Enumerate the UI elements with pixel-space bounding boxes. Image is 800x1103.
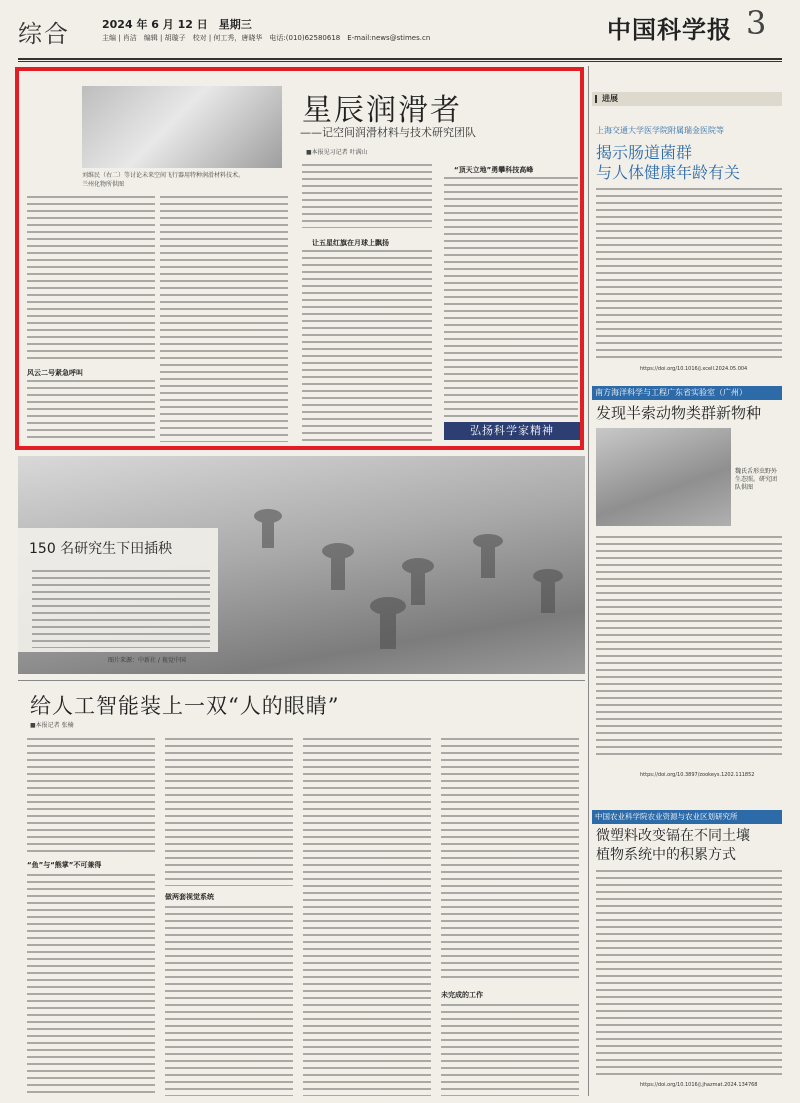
feature-subhead-1: 风云二号紧急呼叫 [27,369,83,377]
section-rule [18,680,585,681]
item1-title-line2: 与人体健康年龄有关 [596,163,741,182]
item2-doi: https://doi.org/10.3897/zookeys.1202.111852 [640,772,755,778]
ai-col-2b [165,906,293,1096]
item1-doi: https://doi.org/10.1016/j.xcell.2024.05.004 [640,366,748,372]
item3-title-line2: 植物系统中的积累方式 [596,847,736,863]
harvest-title: 150 名研究生下田插秧 [29,541,173,557]
item1-title [596,143,740,183]
feature-col-3a [302,164,432,228]
feature-subhead-2: 让五星红旗在月球上飘扬 [312,239,389,247]
progress-tag: 进展 [592,92,782,106]
item3-doi: https://doi.org/10.1016/j.jhazmat.2024.134768 [640,1082,758,1088]
harvest-caption-body [32,570,210,648]
ai-col-1a [27,738,155,854]
ai-subhead-3: 未完成的工作 [441,991,483,999]
ai-article-byline: ■本报记者 张楠 [30,722,74,729]
item1-source: 上海交通大学医学院附属瑞金医院等 [596,126,724,135]
item2-body [596,536,782,758]
item3-source: 中国农业科学院农业资源与农业区划研究所 [592,810,782,824]
ai-subhead-1: “鱼”与“熊掌”不可兼得 [27,861,102,869]
page-number: 3 [746,4,767,42]
header-rule-thin [18,61,782,62]
feature-col-4 [444,177,578,417]
issue-date: 2024 年 6 月 12 日 星期三 [102,18,252,31]
feature-subhead-3: “顶天立地”勇攀科技高峰 [454,166,534,174]
item3-title [596,827,750,865]
spirit-badge: 弘扬科学家精神 [444,422,580,440]
item2-title: 发现半索动物类群新物种 [596,404,762,422]
column-divider [588,66,589,1096]
ai-col-2a [165,738,293,886]
item3-body [596,870,782,1076]
feature-col-1a [27,196,155,364]
ai-col-4b [441,1004,579,1096]
ai-col-1b [27,874,155,1096]
feature-byline: ■本报见习记者 叶满山 [306,149,368,156]
feature-col-1b [27,380,155,442]
page-header [0,0,800,58]
feature-subtitle: ——记空间润滑材料与技术研究团队 [300,126,476,139]
feature-photo [82,86,282,168]
section-name: 综合 [18,20,70,48]
feature-photo-caption [82,171,282,189]
item1-title-line1: 揭示肠道菌群 [596,143,693,162]
staff-line: 主编 | 肖洁 编辑 | 胡璇子 校对 | 何工秀，唐晓华 电话:(010)62580618 E-mail:news@stimes.cn [102,34,431,42]
photo-credit: 兰州化物所供图 [82,181,125,188]
item2-photo-caption: 魏氏舌形虫野外生态照。研究团队供图 [735,468,778,491]
masthead-logo: 中国科学报 [607,15,732,44]
feature-col-3b [302,250,432,442]
item1-body [596,188,782,360]
ai-article-title: 给人工智能装上一双“人的眼睛” [30,694,340,718]
harvest-photo-credit: 图片来源：中新社 / 视觉中国 [108,657,186,664]
ai-subhead-2: 做两套视觉系统 [165,893,214,901]
ai-col-4a [441,738,579,982]
feature-col-2 [160,196,288,442]
photo-caption-text: 刘维民（右二）等讨论未来空间飞行器用特种润滑材料技术。 [82,172,245,179]
ai-col-3 [303,738,431,1096]
item3-title-line1: 微塑料改变镉在不同土壤 [596,828,750,844]
item2-source: 南方海洋科学与工程广东省实验室（广州） [592,386,782,400]
item2-photo [596,428,731,526]
feature-title: 星辰润滑者 [302,93,462,128]
header-rule [18,58,782,60]
